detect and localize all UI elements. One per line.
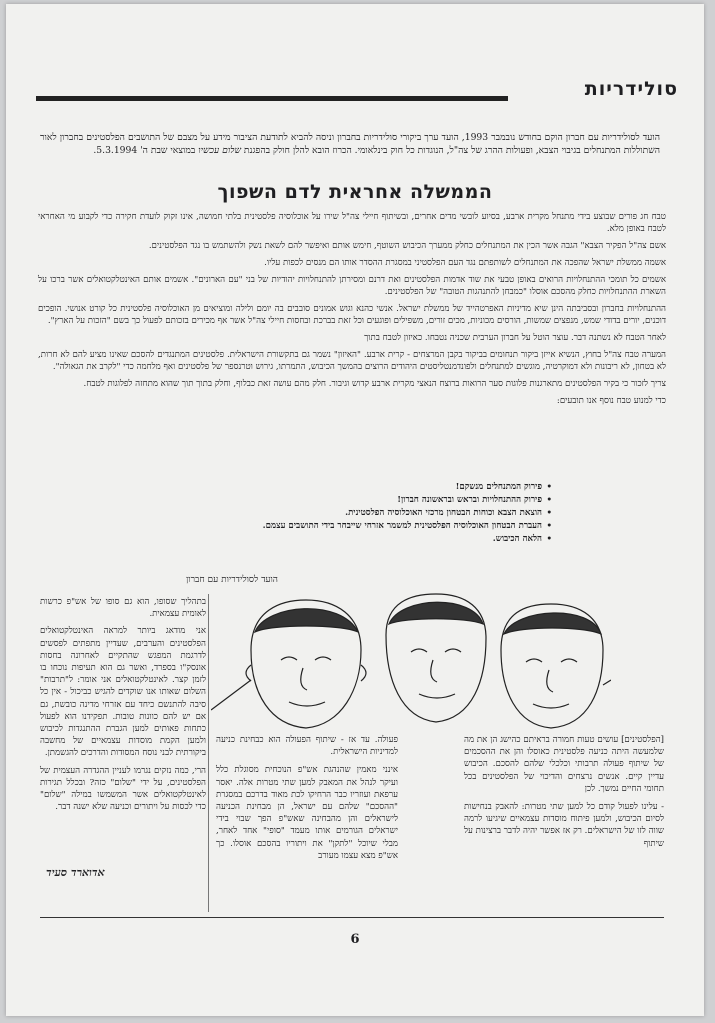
intro-tail: במוצאי שבת ה' 5.3.1994.	[93, 144, 196, 156]
body-paragraph: כדי למנוע טבח נוסף אנו תובעים:	[556, 396, 666, 406]
demand-item: • פירוק המתנחלים מנשקם!	[192, 481, 552, 493]
intro-byline: שלום עכשיו	[198, 144, 241, 156]
masthead-title: סולידריות	[584, 78, 678, 100]
body-paragraph: ההתנחלויות בחברון ובסביבתה הינן שיא מדיניות האפרטהייד של ממשלת ישראל. אנשי כהנא וגוש אמונים סובבים בה יומם ולילה ומוציאים מן האוכלוסיה פלסטינית כל קורט אנושי. הופכים דוכנים, יורים בדודי שמש, מנפצים שמשות, הורסים מכוניות, מכים זורים, משפילים ופוגעים וכל זאת בברכת ובחסות חיילי צה"ל אשר אף מכירים בזכותם לפעול כך בשם "הזכות על הארץ".	[38, 304, 666, 326]
demands-list	[192, 481, 552, 546]
column-paragraph: - עלינו לפעול קודם כל למען שתי מטרות: להאבק בנחישות לסיום הכיבוש, ולמען פיתוח מוסדות עצמאיים שיגיעו לרמה שווה לזו של הישראלים. רק אז אפשר יהיה לדבר ברצינות על שיתוף	[464, 802, 664, 849]
body-paragraph: המערה טבח צה"ל בחוץ, הנשיא אייזן ביקור תנחומים בביקור בקבן המרצחים - קרית ארבע. "האיזון" נשמר גם בתקשורת הישראלית. פלסטינים המתנגדים להסכם שאינו מציע להם לא חרות, לא בטחון, לא ריבונות ולא דמוקרטיה, מוגשים למתנחלים ולפונדמנטליסטים היהודים הרוצים בהמשך הכיבוש, התמרתו, גירוש וטרנספר של פלסטינים ואף מלחמה כדי "לקרב את הגאולה".	[38, 350, 666, 372]
body-paragraph: טבח חג פורים שבוצע בידי מתנחל מקרית ארבע, בסיוע לובשי מדים אחרים, ובשיתוף חיילי צה"ל שירו על אוכלוסיה פלסטינית בלתי חמושה, אינו זקוק לועדת חקירה כדי לקבוע מי האחראי לטבח באופן מלא.	[38, 212, 666, 234]
author-signature: אדוארד סעיד	[46, 866, 105, 879]
demand-item: • פירוק ההתנחלויות ובראש ובראשונה חברון!	[192, 494, 552, 506]
demand-item: • הלאה הכיבוש.	[192, 533, 552, 545]
column-paragraph: [הפלסטינים] עושים טעות חמורה בראיתם כהישג הן את מה שלמעשה היתה כניעה פלסטינית כאוסלו והן את ההסכמים של שיתוף פעולה תרבותי וכלכלי שלהם להסכם. הכיבוש עדיין קיים. אנשים נרצחים והדיכוי של הפלסטינים בכל תחומי החיים נמשך. לכן	[464, 735, 664, 794]
column-paragraph: אינני מאמין שהנהגת אש"פ הנוכחית מסוגלת כלל ועיקר לנהל את המאבק למען שתי מטרות אלה. יאסר ערפאת ועוזריו כבר הרחיקו לכת מאוד בדרכם במסגרת "ההסכם" שלהם עם ישראל, הן מבחינת הכניעה לישראלים והן מהבחינה שאש"פ הפך שבוי בידי ישראלים הגורמים אותו מעמד "סופי" אחד לאחר, מבלי שיוכל "לתקן" את ויתוריו בהסכם אוסלו. כך אש"פ מצא עצמו מעורב	[216, 765, 398, 861]
committee-signature: הועד לסולידריות עם חברון	[186, 575, 278, 585]
article-headline: הממשלה אחראית לדם השפוך	[217, 181, 493, 203]
right-column	[464, 734, 664, 856]
intro-paragraph	[40, 132, 660, 157]
body-paragraph: אשם צה"ל הפקיר הצבא" הגבה אשר הכין את המתנחלים כחלק ממערך הכיבוש השוטף, חימש אותם ואיפשר להם לשאת נשק ולהשתמש בו נגד הפלסטינים.	[148, 241, 666, 251]
page-number: 6	[350, 932, 360, 947]
masthead-bar	[36, 78, 678, 104]
newsletter-page	[6, 4, 704, 1016]
column-paragraph: אני מודאג ביותר למראה האינטלקטואלים הפלסטינים והערבים, שעדיין מתפתים לפסשים לדרגמת המפגש שהתקיים לאחרונה בחסות אונסק"ו בספרד, ואשר גם הוא תעיפות נוכחו בו לזמן קצר. לאינטלקטואלים אני אומר: ל"תרבות" השלום שאותו אנו שוקדים להגיש כביכול - אין כל סיבה להתנשם כיחד עם אזרחי מדינה כובשת, גם אם יש להם כוונות טובות. תפקידנו הוא לפעול כתחות פאותים למען הגברת ההתנגדות לכיבוש ולמען הקמת מוסדות עצמאיים של מחשבה ביקורתית לבני נוסח המסודות והדרכים להגשמתן.	[40, 626, 206, 759]
intro-text: הועד לסולידריות עם חברון הוקם בחודש נובמבר 1993, הועד ערך ביקורי סולידריות בחברון וניסה להביא לתודעת הציבור מידע על מצבם של התושבים הפלסטינים בחברון לאור השתוללות המתנחלים בגיבוי הצבא, ופעולות ההרג של צה"ל, הנוגדות כל חוק בינלאומי. הכרוז הובא להלן חולק בהפגנת	[40, 132, 660, 156]
body-paragraph: אשמים כל תומכי ההתנחלויות הרואים באופן טבעי את שוד אדמות הפלסטינים ואת דרנם ומסירתן להתנחלויות יהודיות של בני "עם הארונים". אשמים אותם האינטלקטואלים אשר ברכו על השארת ההתנחלויות כחלק מהסכם אוסלו "כמבחן להתנהגות הטובה" של הפלסטינים.	[38, 275, 666, 297]
column-paragraph: הרי, כמה נזקים נגרמו לעניין ההגדרה העצמית של הפלסטינים, על ידי "שלום" כזה? ובכלל תגירות לאינטלקטואלים אשר המשמשו במילה "שלום" כדי לכסות על ויתורים וכניעה שלא ישנה דבר.	[40, 765, 206, 813]
column-paragraph: פעולה. עד אז - שיתוף הפעולה הוא כבחינת כניעה למדיניות הישראלית.	[216, 735, 398, 758]
middle-column	[216, 734, 398, 868]
footer-rule	[40, 917, 664, 918]
column-paragraph: בתהליך שסופו, הוא גם סופו של אש"פ כרשות לאומית עצמאית.	[40, 597, 206, 620]
demand-item: • הוצאת הצבא וכוחות הבטחון מרכזי האוכלוסיה הפלסטינית.	[192, 507, 552, 519]
masthead-rule	[36, 96, 508, 101]
body-paragraph: צריך לזכור כי בקיר הפלסטינים מתארגנות פלוגות סער הרואות ברוצח הנאצי מקרית ארבע קדוש וגיבור. חלק מהם עושה זאת כבלוף, וחלק בתוך תוך שהוא מתחזה לפלוגות לטבח.	[83, 379, 666, 389]
body-paragraph: אשמה ממשלת ישראל שהפכה את המתנחלים לשותפתם נגד העם הפלסטיני במסגרת ההסדר אותו הם מנסים לכפות עליו.	[264, 258, 666, 268]
left-column	[40, 596, 206, 818]
demand-item: • העברת הבטחון האוכלוסיה הפלסטינית למשמר אזרחי שייבחר בידי התושבים עצמם.	[192, 520, 552, 532]
caricature-illustration	[211, 590, 611, 732]
body-paragraph: לאחר הטבח לא נשתנה דבר. עוצר הוטל על חברון הערבית שכניה נטבחו. כאיזון לטבח בתוך	[364, 333, 666, 343]
column-divider	[208, 594, 209, 912]
article-body	[38, 211, 666, 412]
